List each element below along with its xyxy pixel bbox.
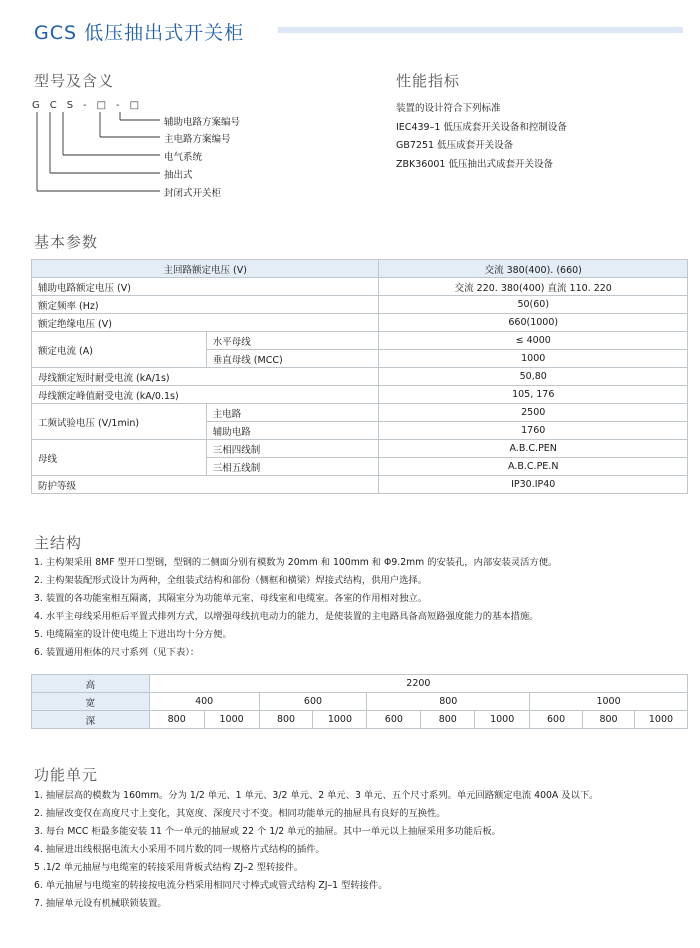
func-item: 3. 每台 MCC 柜最多能安装 11 个一单元的抽屉或 22 个 1/2 单元的抽屉。其中一单元以上抽屉采用多功能后板。 [34,826,501,837]
params-table [31,259,688,494]
param-sublabel: 水平母线 [206,332,379,350]
model-item: 电气系统 [164,152,203,163]
param-label: 辅助电路额定电压 (V) [32,278,379,296]
dims-depth: 800 [259,711,313,729]
structure-list [34,554,557,662]
param-value: 50,80 [379,368,688,386]
func-item: 6. 单元抽屉与电缆室的转接按电流分档采用相同尺寸棒式或管式结构 ZJ–1 型转接件。 [34,880,388,891]
param-sublabel: 辅助电路 [206,422,379,440]
param-label: 防护等级 [32,476,379,494]
model-heading: 型号及含义 [34,72,115,90]
model-item: 抽出式 [164,170,193,181]
perf-line: ZBK36001 低压抽出式成套开关设备 [396,159,553,170]
title-decor-bar [278,27,683,33]
model-item: 封闭式开关柜 [164,188,222,199]
param-label: 额定电流 (A) [32,332,207,368]
func-item: 7. 抽屉单元设有机械联锁装置。 [34,898,167,909]
param-value: 50(60) [379,296,688,314]
structure-item: 2. 主构架装配形式设计为两种，全组装式结构和部份（侧框和横梁）焊接式结构，供用户选择。 [34,575,427,586]
dims-depth: 1000 [634,711,687,729]
param-label: 母线 [32,440,207,476]
dims-depth: 600 [367,711,421,729]
func-item: 2. 抽屉改变仅在高度尺寸上变化，其宽度、深度尺寸不变。相同功能单元的抽屉具有良好的互换性。 [34,808,446,819]
param-sublabel: 三相四线制 [206,440,379,458]
dims-width: 600 [259,693,367,711]
model-code: G C S - □ - □ [32,100,143,111]
func-item: 1. 抽屉层高的模数为 160mm。分为 1/2 单元、1 单元、3/2 单元、2 单元、3 单元、五个尺寸系列。单元回路额定电流 400A 及以下。 [34,790,599,801]
dims-depth: 600 [530,711,583,729]
structure-item: 3. 装置的各功能室相互隔离，其隔室分为功能单元室、母线室和电缆室。各室的作用相对独立。 [34,593,427,604]
structure-item: 1. 主构架采用 8MF 型开口型钢，型钢的二侧面分别有模数为 20mm 和 100mm 和 Φ9.2mm 的安装孔，内部安装灵活方便。 [34,557,558,568]
dims-table [31,674,688,729]
model-diagram [30,110,170,206]
dims-depth: 800 [421,711,475,729]
param-value: ≤ 4000 [379,332,688,350]
param-value: 2500 [379,404,688,422]
dims-label: 深 [32,711,150,729]
perf-line: GB7251 低压成套开关设备 [396,140,514,151]
dims-depth: 1000 [475,711,530,729]
dims-width: 800 [367,693,530,711]
structure-item: 5. 电缆隔室的设计使电缆上下进出均十分方便。 [34,629,232,640]
param-label: 工频试验电压 (V/1min) [32,404,207,440]
param-value: A.B.C.PE.N [379,458,688,476]
param-value: A.B.C.PEN [379,440,688,458]
func-item: 4. 抽屉进出线根据电流大小采用不同片数的同一规格片式结构的插件。 [34,844,325,855]
structure-item: 4. 水平主母线采用柜后平置式排列方式，以增强母线抗电动力的能力，是使装置的主电路具备高短路强度能力的基本措施。 [34,611,539,622]
func-item: 5 .1/2 单元抽屉与电缆室的转接采用背板式结构 ZJ–2 型转接件。 [34,862,304,873]
dims-depth: 1000 [204,711,259,729]
dims-depth: 1000 [313,711,367,729]
params-heading: 基本参数 [34,233,99,251]
perf-line: 装置的设计符合下列标准 [396,103,501,114]
param-label: 主回路额定电压 (V) [32,260,379,278]
param-value: 交流 220. 380(400) 直流 110. 220 [379,278,688,296]
param-label: 母线额定峰值耐受电流 (kA/0.1s) [32,386,379,404]
structure-item: 6. 装置通用柜体的尺寸系列（见下表）： [34,647,200,658]
param-value: 1000 [379,350,688,368]
param-sublabel: 主电路 [206,404,379,422]
dims-depth: 800 [583,711,635,729]
dims-label: 高 [32,675,150,693]
dims-height: 2200 [149,675,687,693]
func-list [34,787,598,913]
model-item: 辅助电路方案编号 [164,117,241,128]
dims-label: 宽 [32,693,150,711]
param-label: 额定绝缘电压 (V) [32,314,379,332]
param-value: 交流 380(400). (660) [379,260,688,278]
dims-width: 1000 [530,693,688,711]
param-sublabel: 三相五线制 [206,458,379,476]
structure-heading: 主结构 [34,534,83,552]
param-sublabel: 垂直母线 (MCC) [206,350,379,368]
param-value: 105, 176 [379,386,688,404]
dims-width: 400 [149,693,259,711]
param-value: 1760 [379,422,688,440]
param-value: IP30.IP40 [379,476,688,494]
param-value: 660(1000) [379,314,688,332]
func-heading: 功能单元 [34,766,99,784]
perf-heading: 性能指标 [396,72,461,90]
dims-depth: 800 [149,711,204,729]
page-title: GCS 低压抽出式开关柜 [34,22,245,44]
model-item: 主电路方案编号 [164,134,231,145]
param-label: 额定频率 (Hz) [32,296,379,314]
param-label: 母线额定短时耐受电流 (kA/1s) [32,368,379,386]
perf-line: IEC439–1 低压成套开关设备和控制设备 [396,122,567,133]
